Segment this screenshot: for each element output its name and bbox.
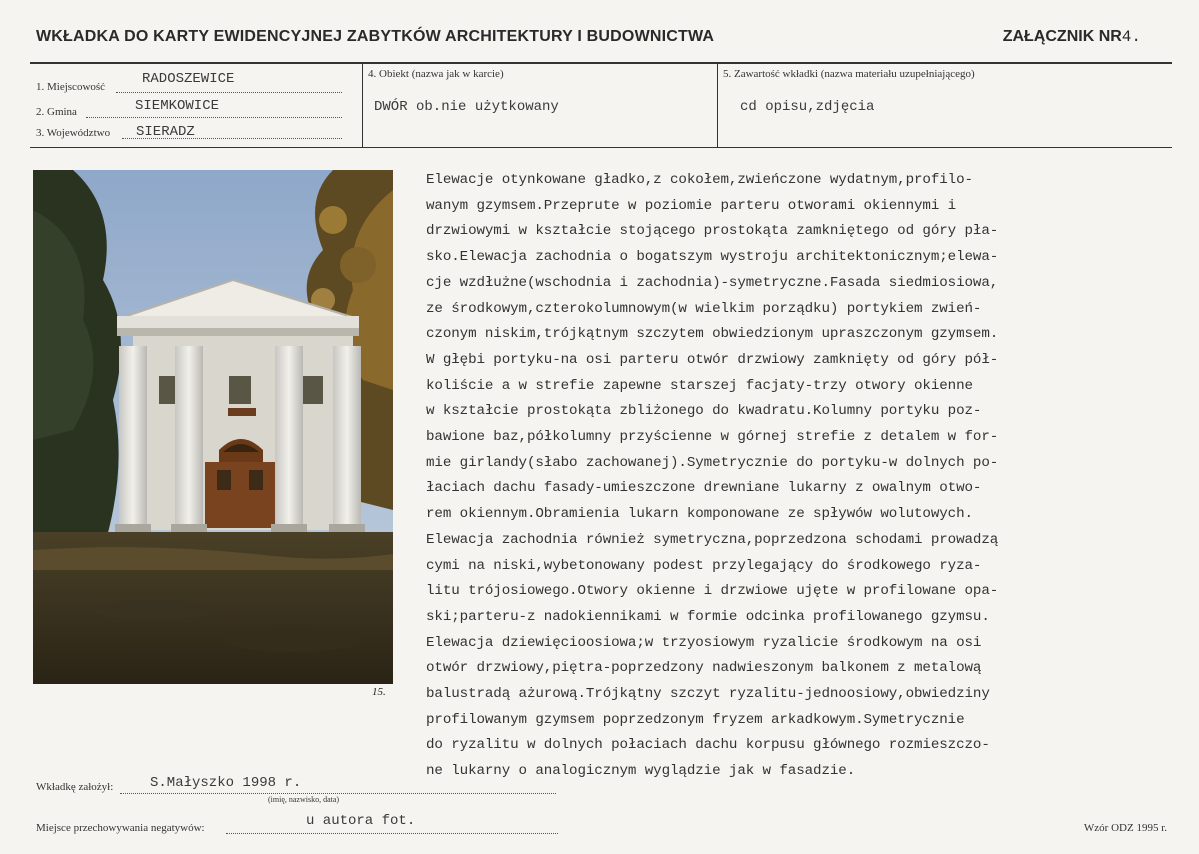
object-value: DWÓR ob.nie użytkowany [374,99,559,115]
description-line: łaciach dachu fasady-umieszczone drewniane lukarny z owalnym otwo- [426,480,982,497]
manor-photograph [33,170,393,684]
description-line: czonym niskim,trójkątnym szczytem obwiedzionym upraszczonym gzymsem. [426,326,999,343]
content-value: cd opisu,zdjęcia [740,99,875,115]
header-rule-top [30,62,1172,64]
description-line: mie girlandy(słabo zachowanej).Symetrycznie do portyku-w dolnych po- [426,454,999,471]
description-line: Elewacja dziewięcioosiowa;w trzyosiowym ryzalicie środkowym na osi [426,634,982,651]
locality-label: 1. Miejscowość [36,81,106,93]
description-line: otwór drzwiowy,piętra-poprzedzony nadwieszonym balkonem z metalową [426,660,982,677]
column-divider-1 [362,63,363,147]
description-line: W głębi portyku-na osi parteru otwór drzwiowy zamknięty od góry pół- [426,351,999,368]
author-label: Wkładkę założył: [36,781,114,793]
author-value: S.Małyszko 1998 r. [150,775,302,791]
description-line: rem okiennym.Obramienia lukarn komponowane ze spływów wolutowych. [426,506,973,523]
description-line: Elewacje otynkowane gładko,z cokołem,zwieńczone wydatnym,profilo- [426,172,973,188]
description-line: sko.Elewacja zachodnia o bogatszym wystroju architektonicznym;elewa- [426,249,999,266]
description-line: drzwiowymi w kształcie stojącego prostokąta zamkniętego od góry pła- [426,223,999,240]
description-line: ne lukarny o analogicznym wyglądzie jak w fasadzie. [426,763,856,780]
description-line: Elewacja zachodnia również symetryczna,poprzedzona schodami prowadzą [426,531,999,548]
annex-label [1003,28,1141,46]
header-rule-bottom [30,147,1172,148]
negatives-dots [226,832,558,834]
card-title: WKŁADKA DO KARTY EWIDENCYJNEJ ZABYTKÓW ARCHITEKTURY I BUDOWNICTWA [36,28,715,45]
description-line: w kształcie prostokąta zbliżonego do kwadratu.Kolumny portyku poz- [426,403,982,420]
manor-photo-illustration [33,170,393,684]
locality-dots [116,91,342,93]
commune-dots [86,116,342,118]
description-line: profilowanym gzymsem poprzedzonym fryzem arkadkowym.Symetrycznie [426,711,965,728]
description-line: bawione baz,półkolumny przyścienne w górnej strefie z detalem w for- [426,429,999,446]
description-line: wanym gzymsem.Przeprute w poziomie parteru otworami okiennymi i [426,197,957,214]
province-value: SIERADZ [136,124,195,140]
annex-number: 4. [1121,28,1141,46]
description-line: do ryzalitu w dolnych połaciach dachu korpusu głównego rozmieszczo- [426,737,990,754]
description-text [426,168,1156,785]
object-label: 4. Obiekt (nazwa jak w karcie) [368,68,504,80]
author-dots [120,792,556,794]
column-divider-2 [717,63,718,147]
province-label: 3. Województwo [36,127,111,139]
form-version: Wzór ODZ 1995 r. [1083,822,1167,834]
negatives-label: Miejsce przechowywania negatywów: [36,822,205,834]
description-line: ze środkowym,czterokolumnowym(w wielkim porządku) portykiem zwień- [426,300,982,317]
photo-number: 15. [372,686,386,698]
content-label: 5. Zawartość wkładki (nazwa materiału uzupełniającego) [723,68,975,80]
description-line: ski;parteru-z nadokiennikami w formie odcinka profilowanego gzymsu. [426,608,990,625]
description-line: balustradą ażurową.Trójkątny szczyt ryzalitu-jednoosiowy,obwiedziny [426,686,990,703]
commune-value: SIEMKOWICE [135,98,220,114]
negatives-value: u autora fot. [306,813,416,829]
description-line: cje wzdłużne(wschodnia i zachodnia)-symetryczne.Fasada siedmiosiowa, [426,274,999,291]
annex-label-text: ZAŁĄCZNIK NR [1002,28,1122,45]
locality-value: RADOSZEWICE [142,71,235,87]
description-line: cymi na niski,wybetonowany podest przylegający do środkowego ryza- [426,557,982,574]
commune-label: 2. Gmina [36,106,77,118]
author-hint: (imię, nazwisko, data) [268,795,340,804]
description-line: litu trójosiowego.Otwory okienne i drzwiowe ujęte w profilowane opa- [426,583,999,600]
description-line: koliście a w strefie zapewne starszej facjaty-trzy otwory okienne [426,377,973,394]
